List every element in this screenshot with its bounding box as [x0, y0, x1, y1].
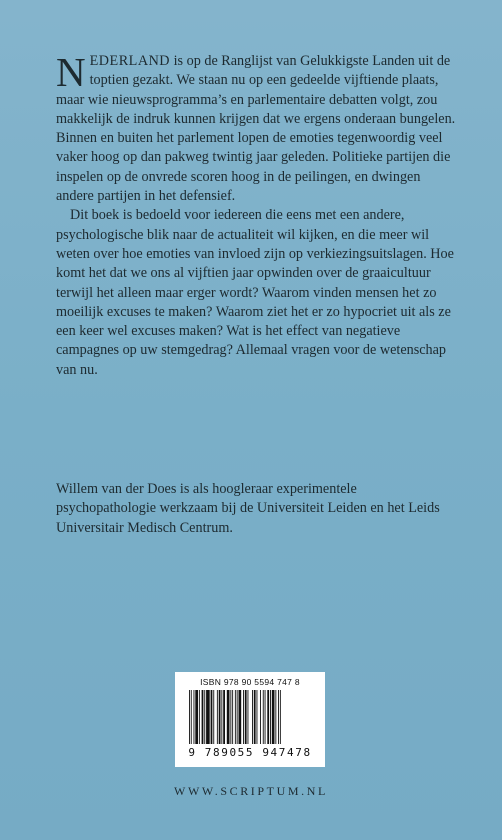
publisher-website: WWW.SCRIPTUM.NL [174, 784, 328, 798]
blurb-paragraph-1 [56, 49, 456, 206]
isbn-label: ISBN 978 90 5594 747 8 [200, 677, 300, 687]
blurb-paragraph-2: Dit boek is bedoeld voor iedereen die eens met een andere, psychologische blik naar de actualiteit wil kijken, en die meer wil weten over hoe emoties van invloed zijn op verkiezingsuitslagen. Hoe komt het dat we ons al vijftien jaar opwinden over de graaicultuur terwijl het alleen maar erger wordt? Waarom vinden mensen het zo moeilijk excuses te maken? Waarom ziet het er zo hypocriet uit als ze een keer wel excuses maken? Wat is het effect van negatieve campagnes op uw stemgedrag? Allemaal vragen voor de wetenschap van nu. [56, 207, 454, 378]
lead-smallcaps: EDERLAND [89, 53, 171, 69]
barcode-box [175, 672, 325, 767]
author-bio: Willem van der Does is als hoogleraar experimentele psychopathologie werkzaam bij de Universiteit Leiden en het Leids Universitair Medisch Centrum. [56, 481, 440, 536]
barcode-icon [189, 690, 313, 744]
blurb-paragraph-1-text: is op de Ranglijst van Gelukkigste Landen uit de toptien gezakt. We staan nu op een gedeelde vijftiende plaats, maar wie nieuwsprogramma’s en parlementaire debatten volgt, zou makkelijk de indruk kunnen krijgen dat we ergens onderaan bungelen. Binnen en buiten het parlement lopen de emoties tegenwoordig veel vaker hoog op dan pakweg twintig jaar geleden. Politieke partijen die inspelen op de onvrede scoren hoog in de peilingen, en dwingen andere partijen in het defensief. [56, 53, 456, 205]
barcode-digits: 9 789055 947478 [188, 746, 312, 759]
blurb [56, 49, 456, 380]
drop-cap: N [56, 49, 86, 95]
